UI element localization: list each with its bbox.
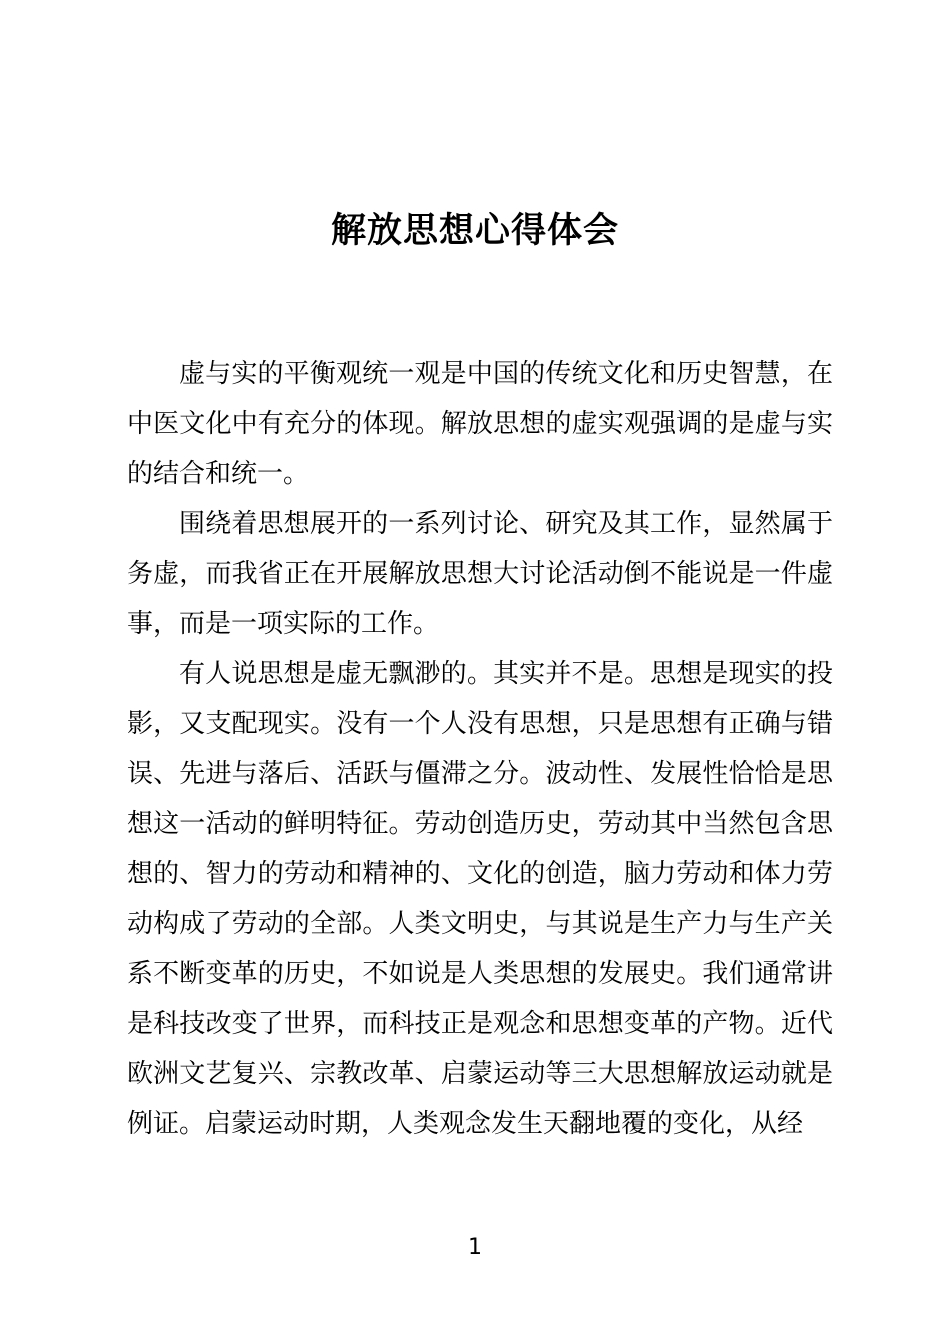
- document-title: 解放思想心得体会: [330, 211, 619, 251]
- paragraph-1: 虚与实的平衡观统一观是中国的传统文化和历史智慧，在中医文化中有充分的体现。解放思想的虚实观强调的是虚与实的结合和统一。: [127, 359, 833, 489]
- paragraph-2: 围绕着思想展开的一系列讨论、研究及其工作，显然属于务虚，而我省正在开展解放思想大讨论活动倒不能说是一件虚事，而是一项实际的工作。: [127, 509, 833, 639]
- page-number: 1: [468, 1235, 482, 1260]
- paragraph-3: 有人说思想是虚无飘渺的。其实并不是。思想是现实的投影，又支配现实。没有一个人没有思想，只是思想有正确与错误、先进与落后、活跃与僵滞之分。波动性、发展性恰恰是思想这一活动的鲜明特征。劳动创造历史，劳动其中当然包含思想的、智力的劳动和精神的、文化的创造，脑力劳动和体力劳动构成了劳动的全部。人类文明史，与其说是生产力与生产关系不断变革的历史，不如说是人类思想的发展史。我们通常讲是科技改变了世界，而科技正是观念和思想变革的产物。近代欧洲文艺复兴、宗教改革、启蒙运动等三大思想解放运动就是例证。启蒙运动时期，人类观念发生天翻地覆的变化，从经: [127, 659, 833, 1139]
- document-body: [127, 349, 833, 1149]
